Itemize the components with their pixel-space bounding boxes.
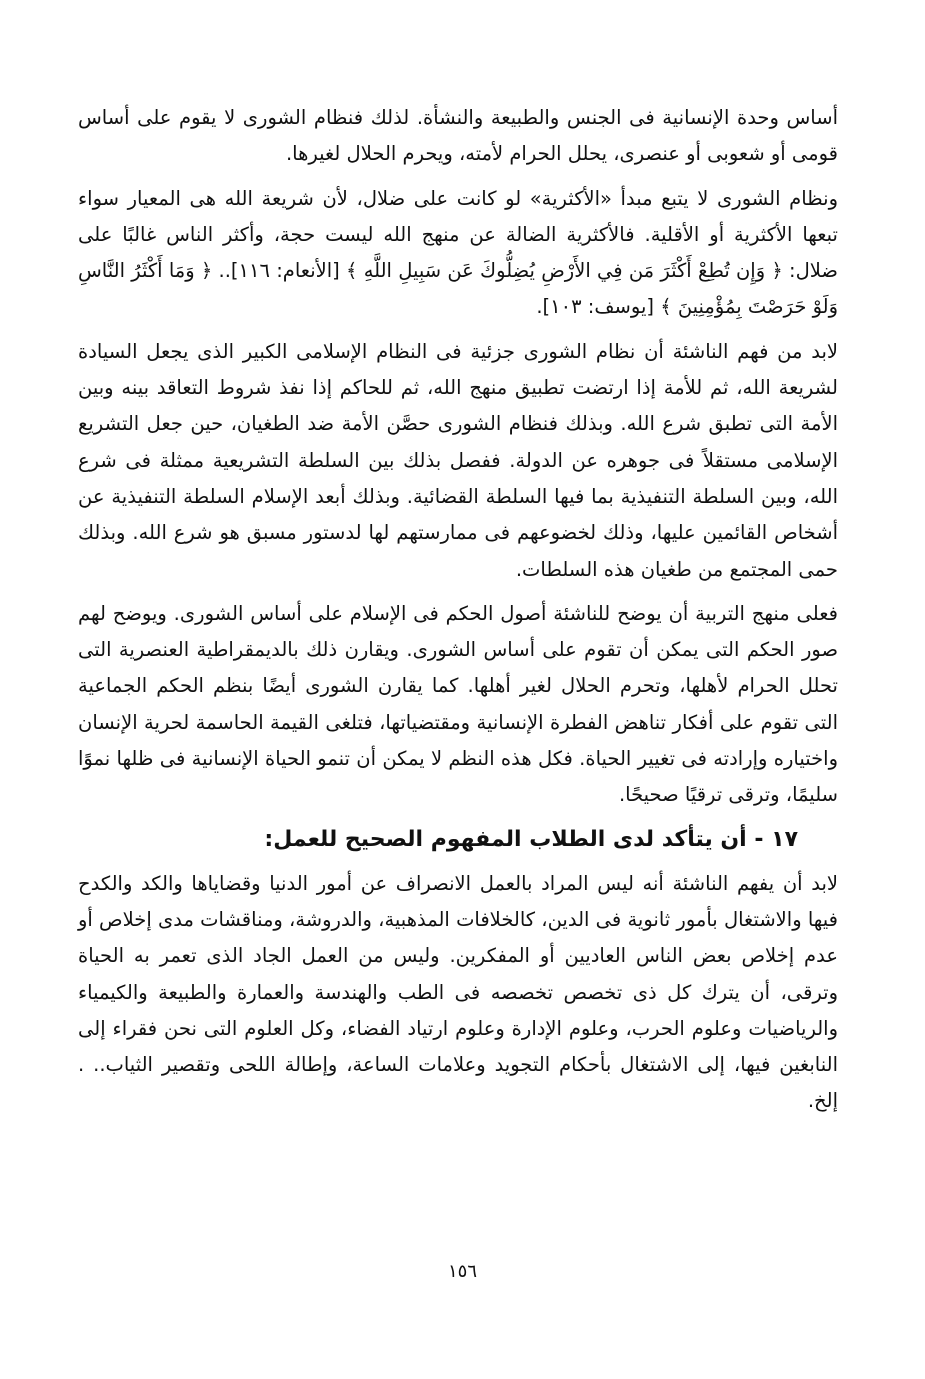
page-number: ١٥٦ [447,1261,477,1282]
paragraph-1: أساس وحدة الإنسانية فى الجنس والطبيعة والنشأة. لذلك فنظام الشورى لا يقوم على أساس قومى أو شعوبى أو عنصرى، يحلل الحرام لأمته، ويحرم الحلال لغيرها. [78,106,838,166]
paragraph-5: لابد أن يفهم الناشئة أنه ليس المراد بالعمل الانصراف عن أمور الدنيا وقضاياها والكد والكدح فيها والاشتغال بأمور ثانوية فى الدين، كالخلافات المذهبية، والدروشة، ومناقشات مدى إخلاص أو عدم إخلاص بعض الناس العاديين أو المفكرين. وليس من العمل الجاد الذى تعمر به الحياة وترقى، أن يترك كل ذى تخصص تخصصه فى الطب والهندسة والعمارة والطبيعة والكيمياء والرياضيات وعلوم الحرب، وعلوم الإدارة وعلوم ارتياد الفضاء، وكل العلوم التى نحن فقراء إلى النابغين فيها، إلى الاشتغال بأحكام التجويد وعلامات الساعة، وإطالة اللحى وتقصير الثياب.. . إلخ. [78,871,838,1113]
page-body [78,100,838,1120]
paragraph-3: لابد من فهم الناشئة أن نظام الشورى جزئية فى النظام الإسلامى الكبير الذى يجعل السيادة لشريعة الله، ثم للأمة إذا ارتضت تطبيق منهج الله، ثم للحاكم إذا نفذ شروط التعاقد بينه وبين الأمة التى تطبق شرع الله. وبذلك فنظام الشورى حصَّن الأمة ضد الطغيان، حين جعل التشريع الإسلامى مستقلاً فى جوهره عن الدولة. ففصل بذلك بين السلطة التشريعية ممثلة فى شرع الله، وبين السلطة التنفيذية بما فيها السلطة القضائية. وبذلك أبعد الإسلام السلطة التنفيذية عن أشخاص القائمين عليها، وذلك لخضوعهم فى ممارستهم لها لدستور مسبق هو شرع الله. وبذلك حمى المجتمع من طغيان هذه السلطات. [78,339,838,581]
paragraph-4: فعلى منهج التربية أن يوضح للناشئة أصول الحكم فى الإسلام على أساس الشورى. ويوضح لهم صور الحكم التى يمكن أن تقوم على أساس الشورى. ويقارن ذلك بالديمقراطية العنصرية التى تحلل الحرام لأهلها، وتحرم الحلال لغير أهلها. كما يقارن الشورى أيضًا بنظم الحكم الجماعية التى تقوم على أفكار تناهض الفطرة الإنسانية ومقتضياتها، فتلغى القيمة الحاسمة لحرية الإنسان واختياره وإرادته فى تغيير الحياة. فكل هذه النظم لا يمكن أن تنمو الحياة الإنسانية فى ظلها نموًا سليمًا، وترقى ترقيًا صحيحًا. [78,601,838,807]
section-heading: ١٧ - أن يتأكد لدى الطلاب المفهوم الصحيح للعمل: [264,826,798,852]
paragraph-2: ونظام الشورى لا يتبع مبدأ «الأكثرية» لو كانت على ضلال، لأن شريعة الله هى المعيار سواء تبعها الأكثرية أو الأقلية. فالأكثرية الضالة عن منهج الله ليست حجة، وأكثر الناس غالبًا على ضلال: ﴿ وَإِن تُطِعْ أَكْثَرَ مَن فِي الأَرْضِ يُضِلُّوكَ عَن سَبِيلِ اللَّهِ ﴾ [الأنعام: ١١٦].. ﴿ وَمَا أَكْثَرُ النَّاسِ وَلَوْ حَرَصْتَ بِمُؤْمِنِينَ ﴾ [يوسف: ١٠٣]. [78,186,838,319]
